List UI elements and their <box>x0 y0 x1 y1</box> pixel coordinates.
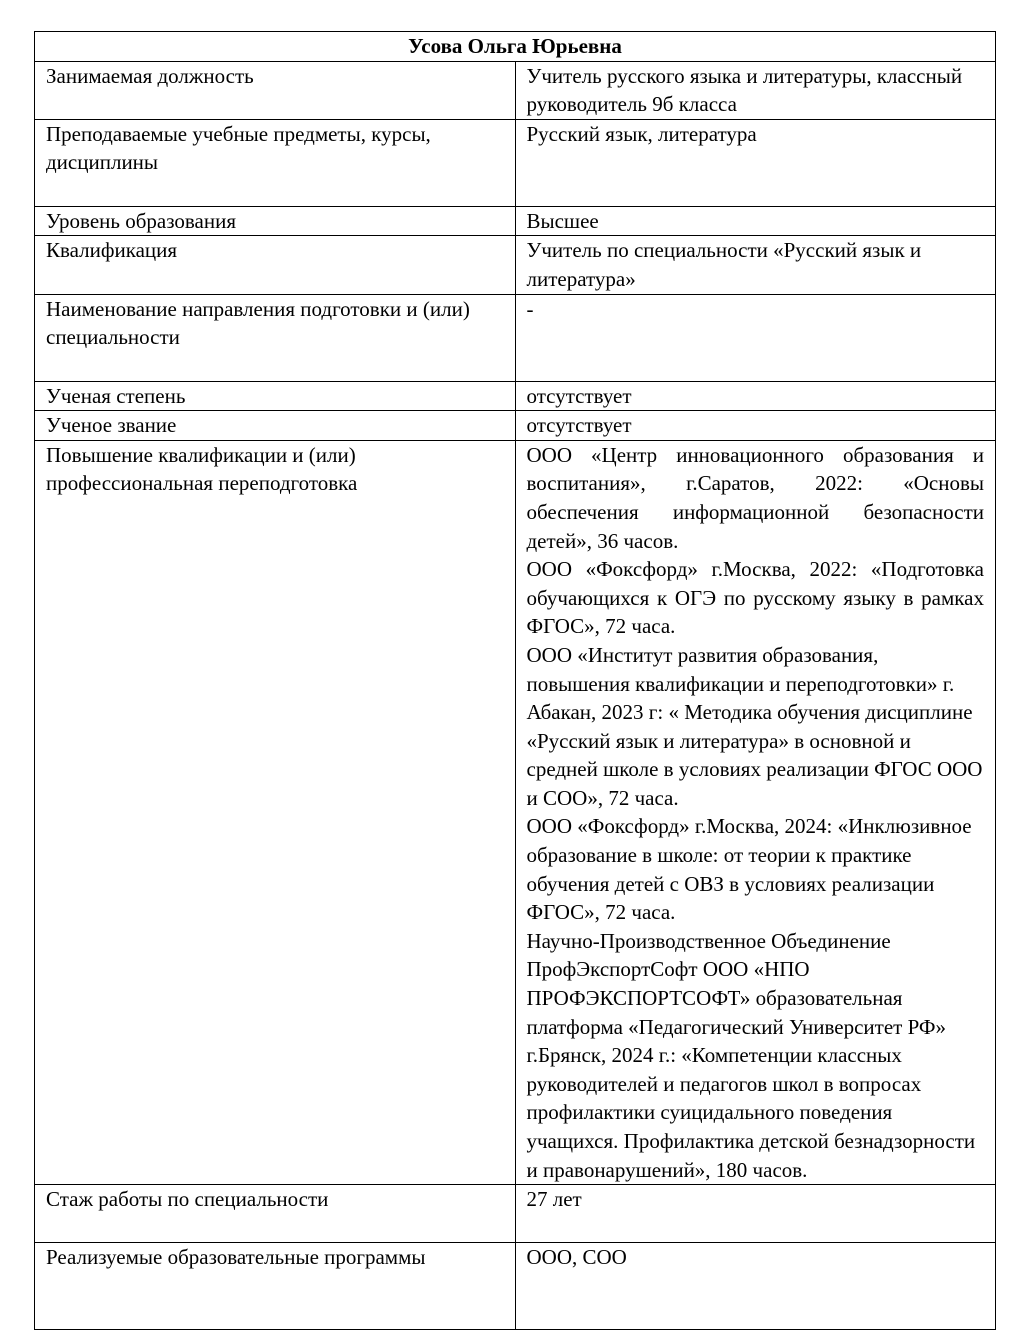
table-row-experience <box>35 1185 996 1243</box>
row-value: Русский язык, литература <box>515 119 996 206</box>
row-label: Уровень образования <box>35 206 516 236</box>
table-row-subjects <box>35 119 996 206</box>
title-row <box>35 32 996 62</box>
table-row-professional-development <box>35 440 996 1184</box>
row-value: Высшее <box>515 206 996 236</box>
course-entry: ООО «Центр инновационного образования и воспитания», г.Саратов, 2022: «Основы обеспечения информационной безопасности детей», 36 часов. <box>526 442 984 553</box>
course-entry: Научно-Производственное Объединение ПрофЭкспортСофт ООО «НПО ПРОФЭКСПОРТСОФТ» образовательная платформа «Педагогический Университет РФ» г.Брянск, 2024 г.: «Компетенции классных руководителей и педагогов школ в вопросах профилактики суицидального поведения учащихся. Профилактика детской безнадзорности и правонарушений», 180 часов. <box>526 928 976 1182</box>
table-row-specialty <box>35 294 996 381</box>
row-label: Повышение квалификации и (или) профессиональная переподготовка <box>35 440 516 1184</box>
course-entry: ООО «Фоксфорд» г.Москва, 2022: «Подготовка обучающихся к ОГЭ по русскому языку в рамках ФГОС», 72 часа. <box>526 557 984 639</box>
teacher-name: Усова Ольга Юрьевна <box>35 32 996 62</box>
row-label: Ученая степень <box>35 381 516 411</box>
row-value: Учитель русского языка и литературы, классный руководитель 9б класса <box>515 61 996 119</box>
table-row-degree <box>35 381 996 411</box>
row-label: Наименование направления подготовки и (или) специальности <box>35 294 516 381</box>
table-row-education-level <box>35 206 996 236</box>
table-row-academic-title <box>35 411 996 441</box>
table-row-qualification <box>35 236 996 294</box>
row-value: 27 лет <box>515 1185 996 1243</box>
row-value-paragraphs <box>515 440 996 1184</box>
course-entry: ООО «Фоксфорд» г.Москва, 2024: «Инклюзивное образование в школе: от теории к практике обучения детей с ОВЗ в условиях реализации ФГОС», 72 часа. <box>526 814 972 925</box>
row-label: Ученое звание <box>35 411 516 441</box>
row-label: Стаж работы по специальности <box>35 1185 516 1243</box>
table-row-programs <box>35 1243 996 1330</box>
row-value: - <box>515 294 996 381</box>
table-row-position <box>35 61 996 119</box>
row-value: Учитель по специальности «Русский язык и литература» <box>515 236 996 294</box>
row-value: отсутствует <box>515 381 996 411</box>
course-entry: ООО «Институт развития образования, повышения квалификации и переподготовки» г. Абакан, 2023 г: « Методика обучения дисциплине «Русский язык и литература» в основной и средней школе в условиях реализации ФГОС ООО и СОО», 72 часа. <box>526 642 983 810</box>
row-value: ООО, СОО <box>515 1243 996 1330</box>
row-label: Преподаваемые учебные предметы, курсы, дисциплины <box>35 119 516 206</box>
row-label: Занимаемая должность <box>35 61 516 119</box>
row-value: отсутствует <box>515 411 996 441</box>
teacher-info-table <box>34 31 996 1330</box>
row-label: Квалификация <box>35 236 516 294</box>
row-label: Реализуемые образовательные программы <box>35 1243 516 1330</box>
